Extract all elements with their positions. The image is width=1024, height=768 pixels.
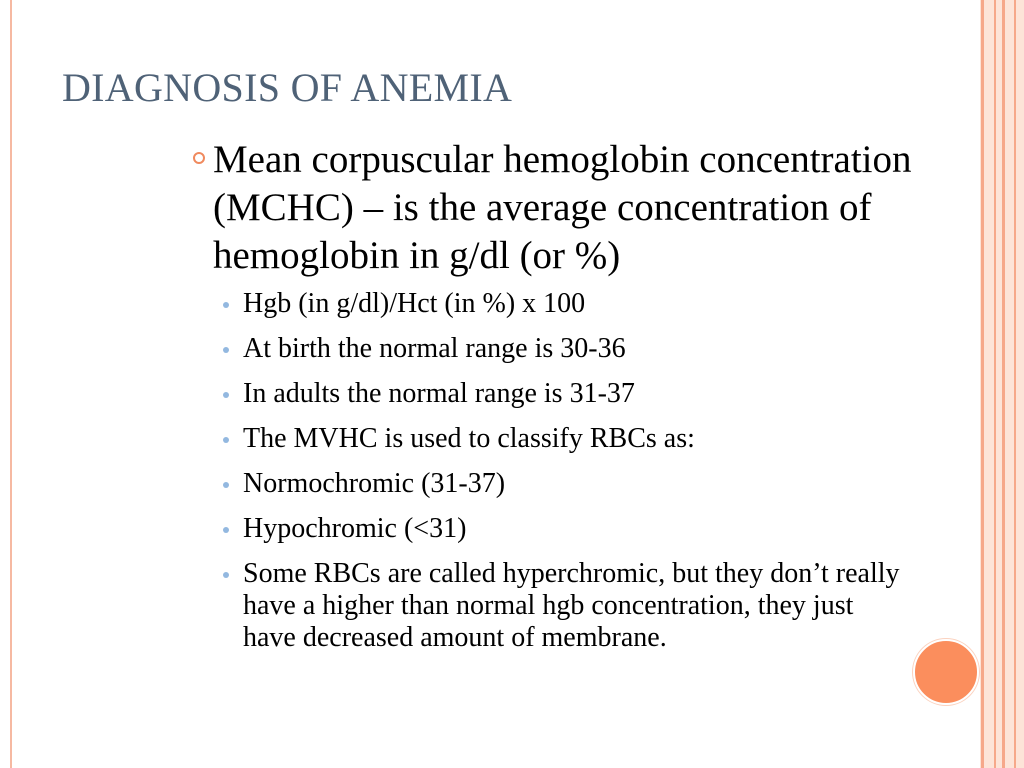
left-border-line [10, 0, 12, 768]
sub-bullet-item: Hgb (in g/dl)/Hct (in %) x 100 [219, 288, 913, 320]
main-bullet-text: Mean corpuscular hemoglobin concentration (MCHC) – is the average concentration of hemoglobin in g/dl (or %) [213, 138, 912, 277]
bullet-dot-icon [223, 572, 229, 578]
bullet-dot-icon [223, 437, 229, 443]
sub-bullet-list [193, 288, 913, 654]
bullet-dot-icon [223, 527, 229, 533]
sub-bullet-item: Normochromic (31-37) [219, 468, 913, 500]
sub-bullet-item: In adults the normal range is 31-37 [219, 378, 913, 410]
sub-bullet-item: At birth the normal range is 30-36 [219, 333, 913, 365]
sub-bullet-item: Hypochromic (<31) [219, 513, 913, 545]
bullet-dot-icon [223, 392, 229, 398]
bullet-dot-icon [223, 347, 229, 353]
bullet-dot-icon [223, 482, 229, 488]
sub-bullet-item: The MVHC is used to classify RBCs as: [219, 423, 913, 455]
decorative-circle [913, 639, 979, 705]
sub-bullet-item: Some RBCs are called hyperchromic, but they don’t really have a higher than normal hgb concentration, they just have decreased amount of membrane. [219, 558, 913, 654]
slide-title: DIAGNOSIS OF ANEMIA [62, 65, 513, 110]
slide-body [193, 136, 913, 667]
circle-bullet-icon [193, 152, 205, 164]
right-decorative-stripes [980, 0, 1024, 768]
main-bullet-item [193, 136, 913, 280]
bullet-dot-icon [223, 302, 229, 308]
